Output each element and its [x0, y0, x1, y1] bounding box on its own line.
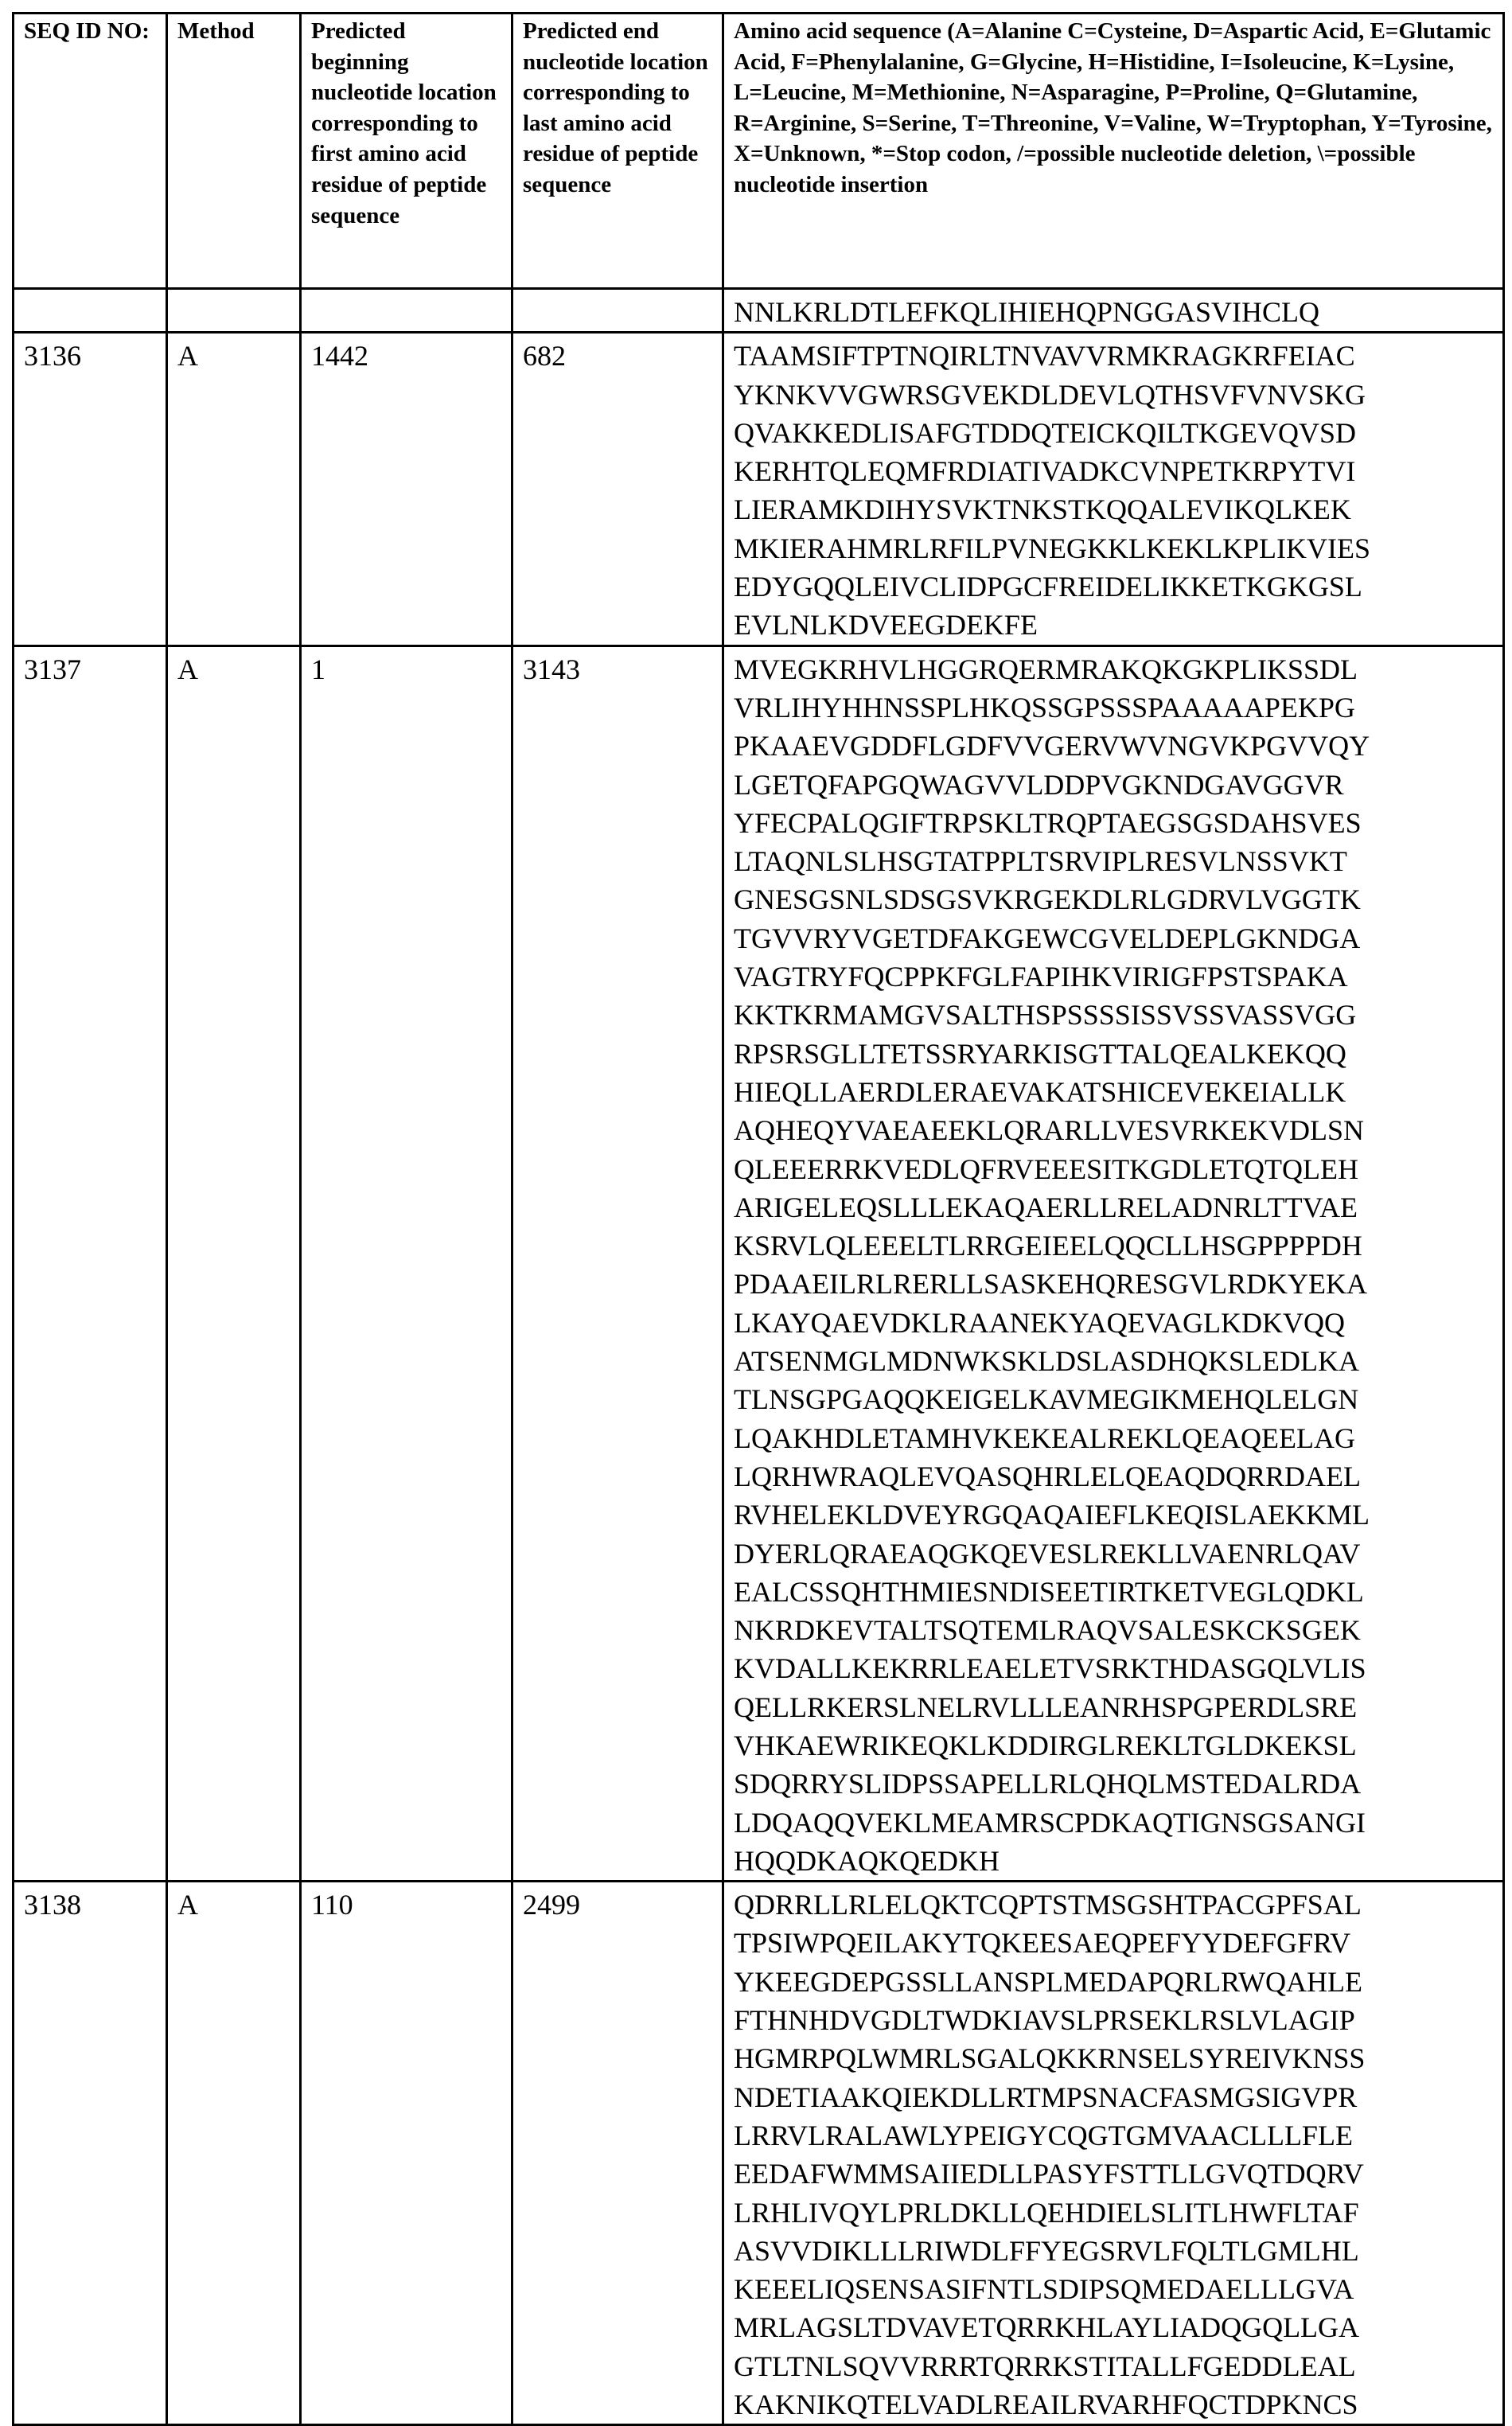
sequence-line: GNESGSNLSDSGSVKRGEKDLRLGDRVLVGGTK: [734, 880, 1494, 919]
table-row: [14, 646, 1504, 1882]
sequence-line: MKIERAHMRLRFILPVNEGKKLKEKLKPLIKVIES: [734, 529, 1494, 567]
sequence-cell: [723, 333, 1504, 646]
sequence-line: LTAQNLSLHSGTATPPLTSRVIPLRESVLNSSVKT: [734, 842, 1494, 880]
method-cell: A: [167, 333, 301, 646]
end-location-cell: 682: [512, 333, 723, 646]
sequence-line: QELLRKERSLNELRVLLLEANRHSPGPERDLSRE: [734, 1688, 1494, 1726]
sequence-line: ASVVDIKLLLRIWDLFFYEGSRVLFQLTLGMLHL: [734, 2232, 1494, 2270]
seq-id-cell: 3136: [14, 333, 167, 646]
sequence-line: LKAYQAEVDKLRAANEKYAQEVAGLKDKVQQ: [734, 1304, 1494, 1342]
table-body: [14, 289, 1504, 2425]
sequence-line: AQHEQYVAEAEEKLQRARLLVESVRKEKVDLSN: [734, 1111, 1494, 1149]
sequence-line: LRHLIVQYLPRLDKLLQEHDIELSLITLHWFLTAF: [734, 2194, 1494, 2232]
sequence-line: TLNSGPGAQQKEIGELKAVMEGIKMEHQLELGN: [734, 1380, 1494, 1418]
sequence-line: FTHNHDVGDLTWDKIAVSLPRSEKLRSLVLAGIP: [734, 2001, 1494, 2039]
sequence-line: MVEGKRHVLHGGRQERMRAKQKGKPLIKSSDL: [734, 650, 1494, 688]
sequence-line: LQAKHDLETAMHVKEKEALREKLQEAQEELAG: [734, 1419, 1494, 1457]
table-row: [14, 1882, 1504, 2425]
sequence-table: [12, 12, 1505, 2426]
sequence-line: EALCSSQHTHMIESNDISEETIRTKETVEGLQDKL: [734, 1573, 1494, 1611]
sequence-line: VAGTRYFQCPPKFGLFAPIHKVIRIGFPSTSPAKA: [734, 958, 1494, 996]
sequence-line: QVAKKEDLISAFGTDDQTEICKQILTKGEVQVSD: [734, 414, 1494, 452]
sequence-line: KERHTQLEQMFRDIATIVADKCVNPETKRPYTVI: [734, 452, 1494, 490]
sequence-line: TGVVRYVGETDFAKGEWCGVELDEPLGKNDGA: [734, 919, 1494, 958]
sequence-line: RPSRSGLLTETSSRYARKISGTTALQEALKEKQQ: [734, 1035, 1494, 1073]
sequence-line: KSRVLQLEEELTLRRGEIEELQQCLLHSGPPPPDH: [734, 1227, 1494, 1265]
method-cell: A: [167, 1882, 301, 2425]
sequence-line: QDRRLLRLELQKTCQPTSTMSGSHTPACGPFSAL: [734, 1886, 1494, 1924]
header-end-location: Predicted end nucleotide location corresponding to last amino acid residue of peptide sequence: [512, 14, 723, 289]
sequence-line: KEEELIQSENSASIFNTLSDIPSQMEDAELLLGVA: [734, 2270, 1494, 2308]
sequence-cell: [723, 646, 1504, 1882]
sequence-line: RVHELEKLDVEYRGQAQAIEFLKEQISLAEKKML: [734, 1496, 1494, 1534]
sequence-line: HIEQLLAERDLERAEVAKATSHICEVEKEIALLK: [734, 1073, 1494, 1111]
sequence-line: NDETIAAKQIEKDLLRTMPSNACFASMGSIGVPR: [734, 2078, 1494, 2116]
method-cell: [167, 289, 301, 333]
sequence-line: QLEEERRKVEDLQFRVEEESITKGDLETQTQLEH: [734, 1150, 1494, 1188]
sequence-line: EEDAFWMMSAIIEDLLPASYFSTTLLGVQTDQRV: [734, 2155, 1494, 2193]
end-location-cell: 2499: [512, 1882, 723, 2425]
sequence-line: KKTKRMAMGVSALTHSPSSSSISSVSSVASSVGG: [734, 996, 1494, 1034]
sequence-line: PKAAEVGDDFLGDFVVGERVWVNGVKPGVVQY: [734, 727, 1494, 765]
sequence-line: TPSIWPQEILAKYTQKEESAEQPEFYYDEFGFRV: [734, 1924, 1494, 1962]
sequence-line: TAAMSIFTPTNQIRLTNVAVVRMKRAGKRFEIAC: [734, 337, 1494, 375]
sequence-line: KAKNIKQTELVADLREAILRVARHFQCTDPKNCS: [734, 2385, 1494, 2424]
begin-location-cell: 1442: [301, 333, 512, 646]
sequence-line: YKNKVVGWRSGVEKDLDEVLQTHSVFVNVSKG: [734, 376, 1494, 414]
end-location-cell: [512, 289, 723, 333]
sequence-cell: [723, 289, 1504, 333]
header-method: Method: [167, 14, 301, 289]
sequence-line: KVDALLKEKRRLEAELETVSRKTHDASGQLVLIS: [734, 1649, 1494, 1687]
sequence-line: MRLAGSLTDVAVETQRRKHLAYLIADQGQLLGA: [734, 2308, 1494, 2346]
sequence-line: ATSENMGLMDNWKSKLDSLASDHQKSLEDLKA: [734, 1342, 1494, 1380]
sequence-line: VRLIHYHHNSSPLHKQSSGPSSSPAAAAAPEKPG: [734, 688, 1494, 727]
header-amino-acid-sequence: Amino acid sequence (A=Alanine C=Cysteine, D=Aspartic Acid, E=Glutamic Acid, F=Phenylalanine, G=Glycine, H=Histidine, I=Isoleucine, K=Lysine, L=Leucine, M=Methionine, N=Asparagine, P=Proline, Q=Glutamine, R=Arginine, S=Serine, T=Threonine, V=Valine, W=Tryptophan, Y=Tyrosine, X=Unknown, *=Stop codon, /=possible nucleotide deletion, \=possible nucleotide insertion: [723, 14, 1504, 289]
begin-location-cell: 110: [301, 1882, 512, 2425]
header-row: [14, 14, 1504, 289]
header-seq-id: SEQ ID NO:: [14, 14, 167, 289]
end-location-cell: 3143: [512, 646, 723, 1882]
sequence-line: SDQRRYSLIDPSSAPELLRLQHQLMSTEDALRDA: [734, 1765, 1494, 1803]
sequence-line: YFECPALQGIFTRPSKLTRQPTAEGSGSDAHSVES: [734, 804, 1494, 842]
sequence-line: YKEEGDEPGSSLLANSPLMEDAPQRLRWQAHLE: [734, 1963, 1494, 2001]
begin-location-cell: 1: [301, 646, 512, 1882]
seq-id-cell: 3137: [14, 646, 167, 1882]
sequence-line: PDAAEILRLRERLLSASKEHQRESGVLRDKYEKA: [734, 1265, 1494, 1303]
sequence-line: EDYGQQLEIVCLIDPGCFREIDELIKKETKGKGSL: [734, 567, 1494, 606]
sequence-line: GTLTNLSQVVRRRTQRRKSTITALLFGEDDLEAL: [734, 2347, 1494, 2385]
sequence-line: LQRHWRAQLEVQASQHRLELQEAQDQRRDAEL: [734, 1457, 1494, 1496]
table-row: [14, 333, 1504, 646]
sequence-line: DYERLQRAEAQGKQEVESLREKLLVAENRLQAV: [734, 1535, 1494, 1573]
header-begin-location: Predicted beginning nucleotide location corresponding to first amino acid residue of peptide sequence: [301, 14, 512, 289]
sequence-line: LRRVLRALAWLYPEIGYCQGTGMVAACLLLFLE: [734, 2116, 1494, 2155]
sequence-line: HGMRPQLWMRLSGALQKKRNSELSYREIVKNSS: [734, 2039, 1494, 2077]
sequence-line: ARIGELEQSLLLEKAQAERLLRELADNRLTTVAE: [734, 1188, 1494, 1227]
seq-id-cell: [14, 289, 167, 333]
method-cell: A: [167, 646, 301, 1882]
seq-id-cell: 3138: [14, 1882, 167, 2425]
sequence-line: NKRDKEVTALTSQTEMLRAQVSALESKCKSGEK: [734, 1611, 1494, 1649]
sequence-cell: [723, 1882, 1504, 2425]
sequence-line: EVLNLKDVEEGDEKFE: [734, 606, 1494, 644]
sequence-line: LIERAMKDIHYSVKTNKSTKQQALEVIKQLKEK: [734, 490, 1494, 528]
sequence-line: HQQDKAQKQEDKH: [734, 1842, 1494, 1880]
table-row: [14, 289, 1504, 333]
begin-location-cell: [301, 289, 512, 333]
sequence-line: NNLKRLDTLEFKQLIHIEHQPNGGASVIHCLQ: [734, 293, 1494, 331]
sequence-line: LGETQFAPGQWAGVVLDDPVGKNDGAVGGVR: [734, 766, 1494, 804]
sequence-line: LDQAQQVEKLMEAMRSCPDKAQTIGNSGSANGI: [734, 1804, 1494, 1842]
sequence-line: VHKAEWRIKEQKLKDDIRGLREKLTGLDKEKSL: [734, 1726, 1494, 1765]
